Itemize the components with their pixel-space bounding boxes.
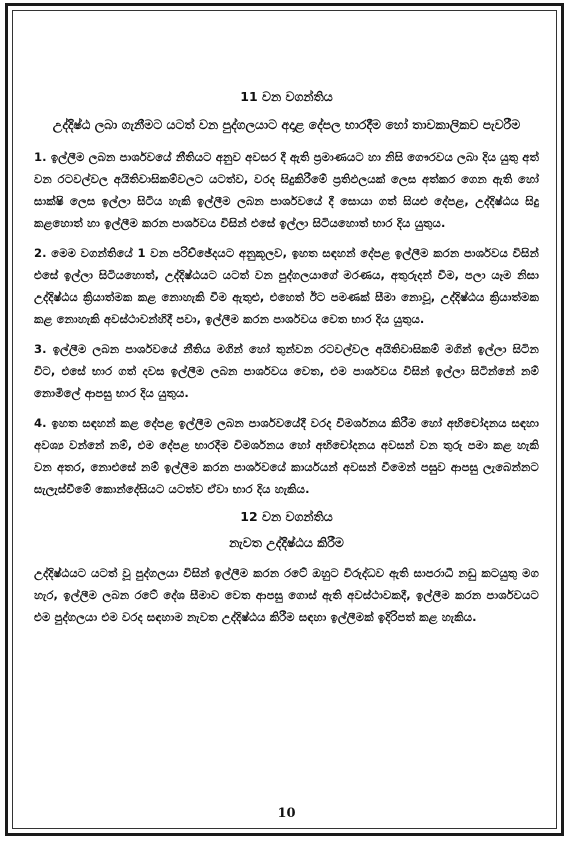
page-number: 10: [277, 806, 296, 821]
chapter-11-heading: 11 වන වගන්තිය: [240, 89, 333, 104]
chapter-11-paragraph-4: 4. ඉහත සඳහන් කළ දේපළ ඉල්ලීම ලබන පාර්ශවයේදී වරද විමර්ශනය කිරීම හෝ අභිචෝදනය සඳහා අවශ්‍ය වන්නේ නම්, එම දේපළ භාරදීම විමර්ශනය හෝ අභිචෝදනය අවසන් වන තුරු පමා කළ හැකි වන අතර, නොඑසේ නම් ඉල්ලීම කරන පාර්ශවයේ කාර්යයන් අවසන් වීමෙන් පසුව ආපසු ලැබෙන්නට සැලැස්වීමේ කොන්දේසියට යටත්ව ඒවා භාර දිය හැකිය.: [34, 416, 539, 496]
chapter-12-heading: 12 වන වගන්තිය: [240, 509, 333, 524]
chapter-11-paragraph-3: 3. ඉල්ලීම ලබන පාර්ශවයේ නීතිය මගින් හෝ තුන්වන රටවල්වල අයිතිවාසිකම් මගින් ඉල්ලා සිටින විට, එසේ භාර ගත් දවස ඉල්ලීම ලබන පාර්ශවය වෙත, එම පාර්ශවය විසින් ඉල්ලා සිටින්නේ නම් නොමිලේ ආපසු භාර දිය යුතුය.: [34, 342, 539, 400]
chapter-11-paragraph-2: 2. මෙම වගන්තියේ 1 වන පරිච්ඡේදයට අනුකූලව, ඉහත සඳහන් දේපළ ඉල්ලීම කරන පාර්ශවය විසින් එසේ ඉල්ලා සිටියහොත්, උද්දිෂ්ඨයට යටත් වන පුද්ගලයාගේ මරණය, අතුරුදන් වීම, පලා යෑම නිසා උද්දිෂ්ඨය ක්‍රියාත්මක කළ නොහැකි වීම ඇතුළු, එහෙත් ඊට පමණක් සීමා නොවූ, උද්දිෂ්ඨය ක්‍රියාත්මක කළ නොහැකි අවස්ථාවන්හිදී පවා, ඉල්ලීම කරන පාර්ශවය වෙත භාර දිය යුතුය.: [34, 246, 539, 326]
chapter-12-paragraph-1: උද්දිෂ්ඨයට යටත් වූ පුද්ගලයා විසින් ඉල්ලීම කරන රටේ ඔහුට විරුද්ධව ඇති සාපරාධී නඩු කටයුතු මග හැර, ඉල්ලීම ලබන රටේ දේශ සීමාව වෙත ආපසු ගොස් ඇති අවස්ථාවකදී, ඉල්ලීම කරන පාර්ශවයට එම පුද්ගලයා එම වරද සඳහාම නැවත උද්දිෂ්ඨය කිරීම සඳහා ඉල්ලීමක් ඉදිරිපත් කළ හැකිය.: [34, 566, 539, 624]
chapter-11-title: උද්දිෂ්ඨ ලබා ගැනීමට යටත් වන පුද්ගලයාට අදාළ දේපල භාරදීම හෝ තාවකාලිකව පැවරීම: [52, 117, 521, 132]
page-content: [34, 88, 539, 636]
chapter-12-title: නැවත උද්දිෂ්ඨය කිරීම: [229, 535, 344, 550]
chapter-11-paragraph-1: 1. ඉල්ලීම ලබන පාර්ශවයේ නීතියට අනුව අවසර දී ඇති ප්‍රමාණයට හා නිසි ගෞරවය ලබා දිය යුතු අත් වන රටවල්වල අයිතිවාසිකම්වලට යටත්ව, වරද සිදුකිරීමේ ප්‍රතිඵලයක් ලෙස අත්කර ගෙන ඇති හෝ සාක්ෂි ලෙස ඉල්ලා සිටිය හැකි ඉල්ලීම ලබන පාර්ශවයේ දී සොයා ගත් සියළු දේපළ, උද්දිෂ්ඨය සිදු කළහොත් හා ඉල්ලීම කරන පාර්ශවය විසින් එසේ ඉල්ලා සිටියහොත් භාර දිය යුතුය.: [34, 150, 539, 230]
